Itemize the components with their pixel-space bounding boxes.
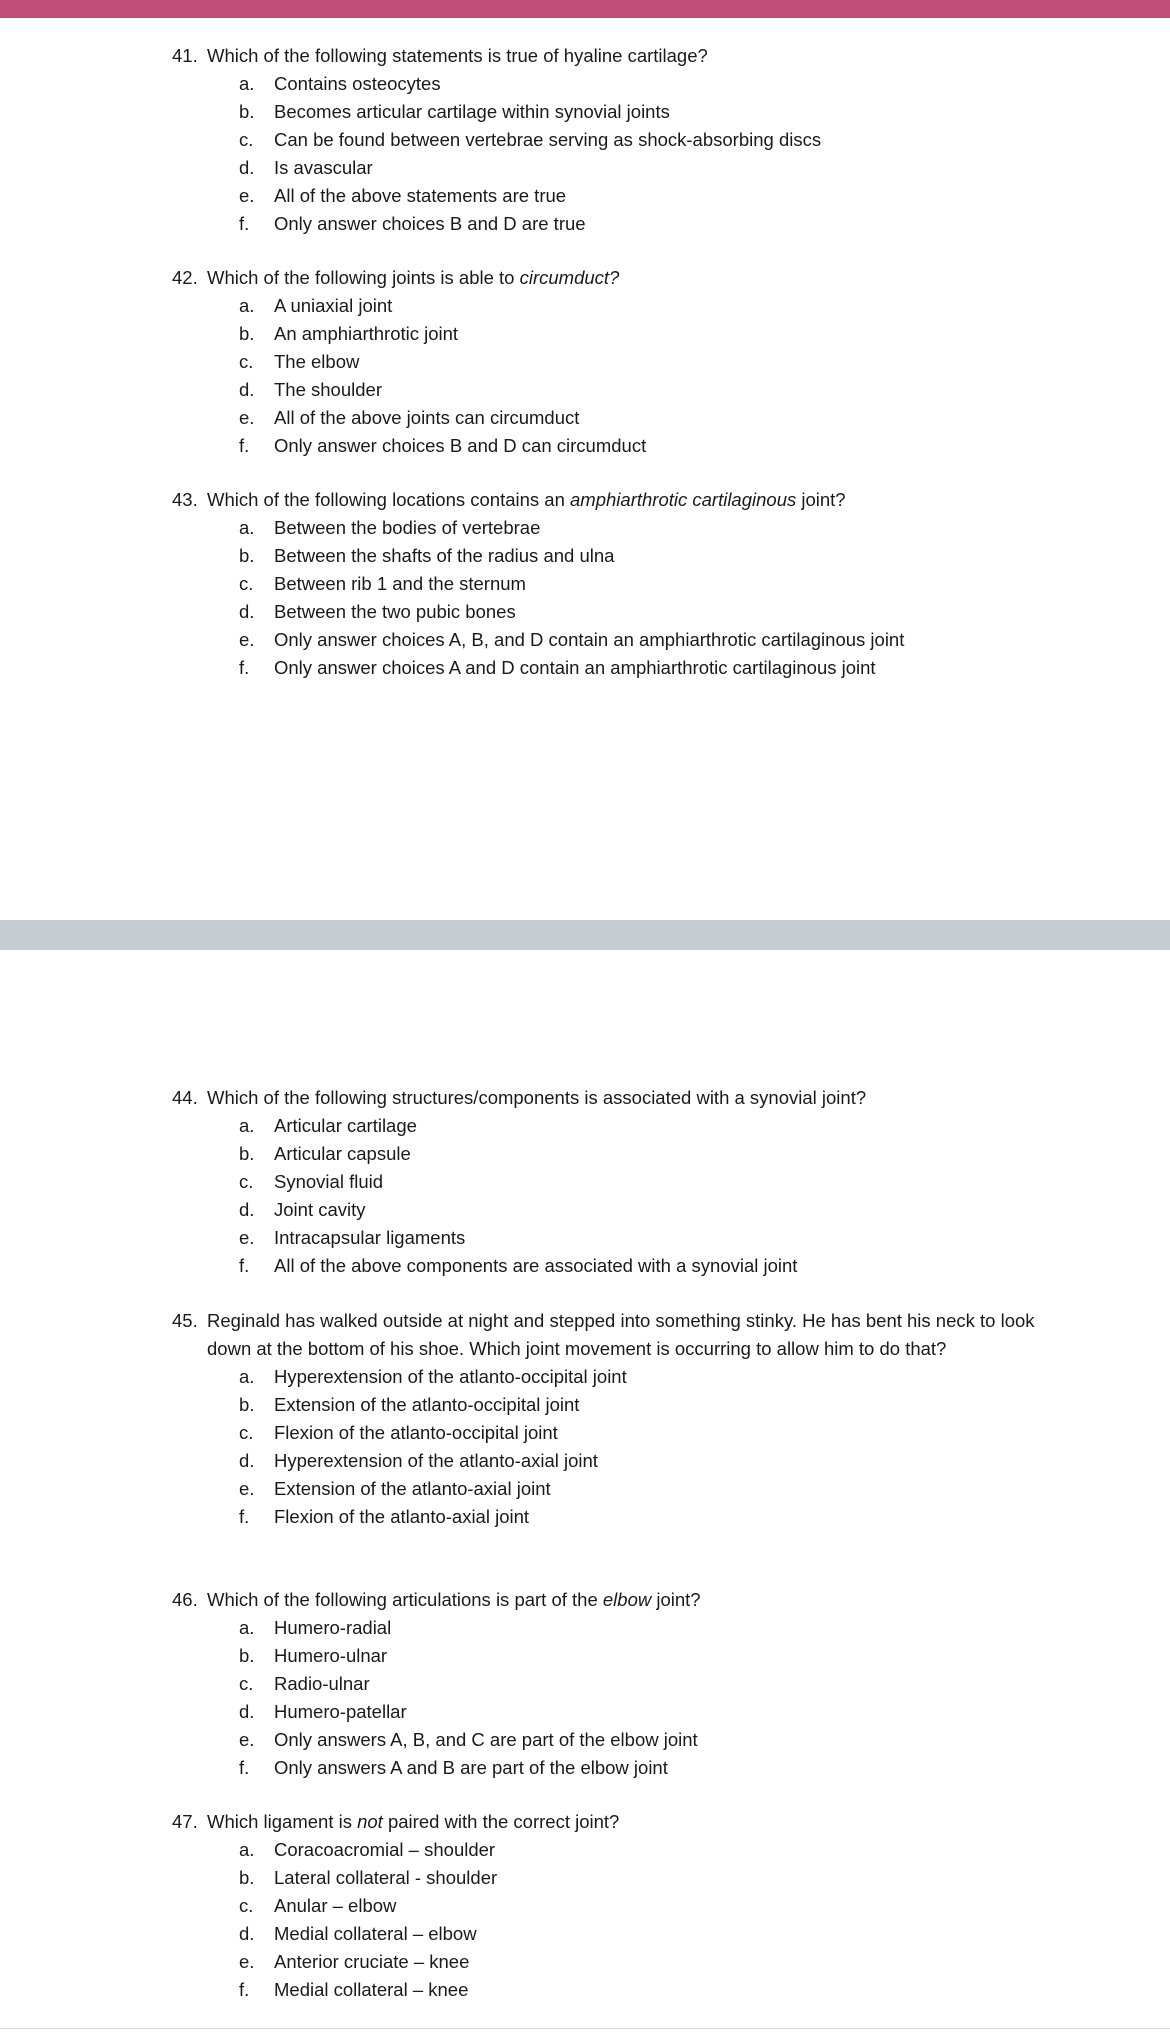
- choice-letter: e.: [239, 1478, 255, 1499]
- question-number: 43.: [172, 489, 198, 510]
- question-text: [207, 264, 1052, 292]
- question-text-emphasis: circumduct?: [519, 267, 620, 288]
- page-bottom-divider: [0, 2028, 1170, 2029]
- question-stem: [172, 1084, 1052, 1112]
- question-stem: [172, 1586, 1052, 1614]
- choice-text: Between the shafts of the radius and ulna: [274, 545, 615, 566]
- choice-letter: a.: [239, 295, 255, 316]
- answer-choice: [239, 1196, 1052, 1224]
- choice-text: Can be found between vertebrae serving as shock-absorbing discs: [274, 129, 822, 150]
- answer-choice: [239, 626, 1052, 654]
- answer-choice: [239, 1642, 1052, 1670]
- choice-text: Articular cartilage: [274, 1115, 417, 1136]
- question-text: [207, 486, 1052, 514]
- choice-letter: e.: [239, 1227, 255, 1248]
- choice-text: An amphiarthrotic joint: [274, 323, 459, 344]
- answer-choice: [239, 1976, 1052, 2004]
- question-number: 41.: [172, 45, 198, 66]
- choice-letter: f.: [239, 213, 250, 234]
- choice-text: Coracoacromial – shoulder: [274, 1839, 496, 1860]
- choice-letter: c.: [239, 573, 254, 594]
- question-number: 46.: [172, 1589, 198, 1610]
- choice-letter: e.: [239, 1729, 255, 1750]
- answer-choices: [172, 514, 1052, 682]
- choice-text: Only answer choices A, B, and D contain an amphiarthrotic cartilaginous joint: [274, 629, 905, 650]
- answer-choice: [239, 1726, 1052, 1754]
- choice-letter: d.: [239, 1199, 255, 1220]
- choice-text: Humero-patellar: [274, 1701, 407, 1722]
- answer-choice: [239, 570, 1052, 598]
- answer-choice: [239, 1447, 1052, 1475]
- answer-choice: [239, 404, 1052, 432]
- choice-text: Between the bodies of vertebrae: [274, 517, 541, 538]
- choice-text: Medial collateral – elbow: [274, 1923, 477, 1944]
- choice-text: Flexion of the atlanto-occipital joint: [274, 1422, 558, 1443]
- choice-letter: b.: [239, 323, 255, 344]
- choice-letter: e.: [239, 407, 255, 428]
- answer-choices: [172, 1112, 1052, 1280]
- answer-choice: [239, 292, 1052, 320]
- answer-choice: [239, 98, 1052, 126]
- choice-text: Medial collateral – knee: [274, 1979, 469, 2000]
- choice-letter: a.: [239, 73, 255, 94]
- page-break: [0, 920, 1170, 950]
- choice-letter: c.: [239, 1171, 254, 1192]
- answer-choice: [239, 598, 1052, 626]
- choice-text: Becomes articular cartilage within synovial joints: [274, 101, 670, 122]
- choice-letter: c.: [239, 351, 254, 372]
- choice-text: Extension of the atlanto-axial joint: [274, 1478, 551, 1499]
- answer-choice: [239, 70, 1052, 98]
- choice-text: All of the above components are associated with a synovial joint: [274, 1255, 798, 1276]
- choice-text: Only answers A and B are part of the elbow joint: [274, 1757, 668, 1778]
- choice-text: All of the above joints can circumduct: [274, 407, 580, 428]
- choice-text: Hyperextension of the atlanto-axial joint: [274, 1450, 598, 1471]
- answer-choice: [239, 1224, 1052, 1252]
- choice-letter: b.: [239, 545, 255, 566]
- question-text-emphasis: amphiarthrotic cartilaginous: [570, 489, 797, 510]
- answer-choice: [239, 210, 1052, 238]
- answer-choice: [239, 542, 1052, 570]
- answer-choice: [239, 1670, 1052, 1698]
- top-accent-bar: [0, 0, 1170, 18]
- answer-choices: [172, 1614, 1052, 1782]
- choice-letter: a.: [239, 1839, 255, 1860]
- question-text: [207, 42, 1052, 70]
- question-number: 42.: [172, 267, 198, 288]
- question-text-segment: joint?: [796, 489, 846, 510]
- choice-letter: a.: [239, 1366, 255, 1387]
- answer-choice: [239, 514, 1052, 542]
- choice-text: Hyperextension of the atlanto-occipital joint: [274, 1366, 627, 1387]
- question-text: [207, 1808, 1052, 1836]
- question-text-segment: joint?: [651, 1589, 701, 1610]
- choice-text: Anterior cruciate – knee: [274, 1951, 470, 1972]
- answer-choice: [239, 1112, 1052, 1140]
- document-page-1: [0, 18, 1170, 920]
- choice-letter: d.: [239, 379, 255, 400]
- choice-letter: d.: [239, 601, 255, 622]
- answer-choice: [239, 1252, 1052, 1280]
- question-text-emphasis: not: [357, 1811, 383, 1832]
- answer-choice: [239, 348, 1052, 376]
- answer-choice: [239, 126, 1052, 154]
- question-42: [172, 264, 1052, 460]
- answer-choice: [239, 1920, 1052, 1948]
- choice-letter: e.: [239, 629, 255, 650]
- answer-choices: [172, 1363, 1052, 1531]
- question-stem: [172, 264, 1052, 292]
- question-41: [172, 42, 1052, 238]
- question-text: [207, 1084, 1052, 1112]
- question-number: 47.: [172, 1811, 198, 1832]
- choice-letter: e.: [239, 1951, 255, 1972]
- question-stem: [172, 1307, 1052, 1363]
- choice-text: Humero-radial: [274, 1617, 392, 1638]
- question-text-emphasis: elbow: [602, 1589, 652, 1610]
- choice-text: Only answer choices B and D can circumduct: [274, 435, 647, 456]
- answer-choices: [172, 292, 1052, 460]
- answer-choice: [239, 1948, 1052, 1976]
- answer-choice: [239, 1836, 1052, 1864]
- choice-text: Lateral collateral - shoulder: [274, 1867, 498, 1888]
- choice-letter: c.: [239, 1895, 254, 1916]
- choice-text: Flexion of the atlanto-axial joint: [274, 1506, 530, 1527]
- question-text-segment: Which of the following joints is able to: [207, 267, 520, 288]
- answer-choice: [239, 1363, 1052, 1391]
- answer-choice: [239, 1140, 1052, 1168]
- choice-text: Humero-ulnar: [274, 1645, 388, 1666]
- choice-text: Contains osteocytes: [274, 73, 441, 94]
- choice-text: Extension of the atlanto-occipital joint: [274, 1394, 580, 1415]
- choice-text: All of the above statements are true: [274, 185, 567, 206]
- question-text-segment: Which of the following articulations is part of the: [207, 1589, 603, 1610]
- question-text-segment: Which of the following structures/components is associated with a synovial joint?: [207, 1087, 867, 1108]
- choice-text: Synovial fluid: [274, 1171, 384, 1192]
- answer-choices: [172, 1836, 1052, 2004]
- question-44: [172, 1084, 1052, 1280]
- choice-text: Joint cavity: [274, 1199, 366, 1220]
- answer-choice: [239, 432, 1052, 460]
- choice-letter: c.: [239, 1673, 254, 1694]
- answer-choice: [239, 1475, 1052, 1503]
- question-text-segment: Which of the following statements is true of hyaline cartilage?: [207, 45, 708, 66]
- choice-text: Articular capsule: [274, 1143, 411, 1164]
- choice-letter: d.: [239, 1450, 255, 1471]
- choice-text: Between rib 1 and the sternum: [274, 573, 526, 594]
- choice-letter: d.: [239, 1923, 255, 1944]
- answer-choice: [239, 1168, 1052, 1196]
- question-stem: [172, 486, 1052, 514]
- question-number: 44.: [172, 1087, 198, 1108]
- choice-letter: f.: [239, 1757, 250, 1778]
- choice-letter: f.: [239, 435, 250, 456]
- answer-choice: [239, 376, 1052, 404]
- document-page-2: [0, 950, 1170, 2030]
- choice-text: Anular – elbow: [274, 1895, 397, 1916]
- question-stem: [172, 1808, 1052, 1836]
- answer-choices: [172, 70, 1052, 238]
- question-47: [172, 1808, 1052, 2004]
- answer-choice: [239, 654, 1052, 682]
- choice-letter: b.: [239, 1143, 255, 1164]
- choice-letter: a.: [239, 1617, 255, 1638]
- choice-text: Only answer choices B and D are true: [274, 213, 586, 234]
- question-text-segment: Which of the following locations contains an: [207, 489, 571, 510]
- choice-letter: f.: [239, 1979, 250, 2000]
- choice-letter: e.: [239, 185, 255, 206]
- choice-text: The shoulder: [274, 379, 382, 400]
- choice-letter: f.: [239, 1506, 250, 1527]
- question-number: 45.: [172, 1310, 198, 1331]
- answer-choice: [239, 154, 1052, 182]
- question-text-segment: paired with the correct joint?: [382, 1811, 620, 1832]
- choice-text: The elbow: [274, 351, 360, 372]
- answer-choice: [239, 320, 1052, 348]
- choice-letter: f.: [239, 657, 250, 678]
- choice-letter: d.: [239, 157, 255, 178]
- question-stem: [172, 42, 1052, 70]
- choice-text: Radio-ulnar: [274, 1673, 370, 1694]
- choice-text: Between the two pubic bones: [274, 601, 516, 622]
- answer-choice: [239, 1754, 1052, 1782]
- choice-letter: b.: [239, 1394, 255, 1415]
- choice-text: Is avascular: [274, 157, 373, 178]
- choice-letter: f.: [239, 1255, 250, 1276]
- question-text-segment: Reginald has walked outside at night and stepped into something stinky. He has bent his neck to look down at the bottom of his shoe. Which joint movement is occurring to allow him to do that?: [207, 1310, 1035, 1359]
- answer-choice: [239, 182, 1052, 210]
- answer-choice: [239, 1614, 1052, 1642]
- choice-text: Only answer choices A and D contain an amphiarthrotic cartilaginous joint: [274, 657, 876, 678]
- answer-choice: [239, 1698, 1052, 1726]
- choice-letter: a.: [239, 1115, 255, 1136]
- choice-text: Intracapsular ligaments: [274, 1227, 466, 1248]
- answer-choice: [239, 1892, 1052, 1920]
- choice-letter: c.: [239, 129, 254, 150]
- choice-letter: c.: [239, 1422, 254, 1443]
- answer-choice: [239, 1864, 1052, 1892]
- answer-choice: [239, 1503, 1052, 1531]
- choice-letter: b.: [239, 1645, 255, 1666]
- choice-letter: a.: [239, 517, 255, 538]
- answer-choice: [239, 1419, 1052, 1447]
- choice-text: A uniaxial joint: [274, 295, 393, 316]
- question-43: [172, 486, 1052, 682]
- question-46: [172, 1586, 1052, 1782]
- choice-letter: d.: [239, 1701, 255, 1722]
- question-text: [207, 1307, 1052, 1363]
- question-45: [172, 1307, 1052, 1531]
- choice-letter: b.: [239, 101, 255, 122]
- question-text-segment: Which ligament is: [207, 1811, 358, 1832]
- choice-letter: b.: [239, 1867, 255, 1888]
- answer-choice: [239, 1391, 1052, 1419]
- choice-text: Only answers A, B, and C are part of the elbow joint: [274, 1729, 698, 1750]
- question-text: [207, 1586, 1052, 1614]
